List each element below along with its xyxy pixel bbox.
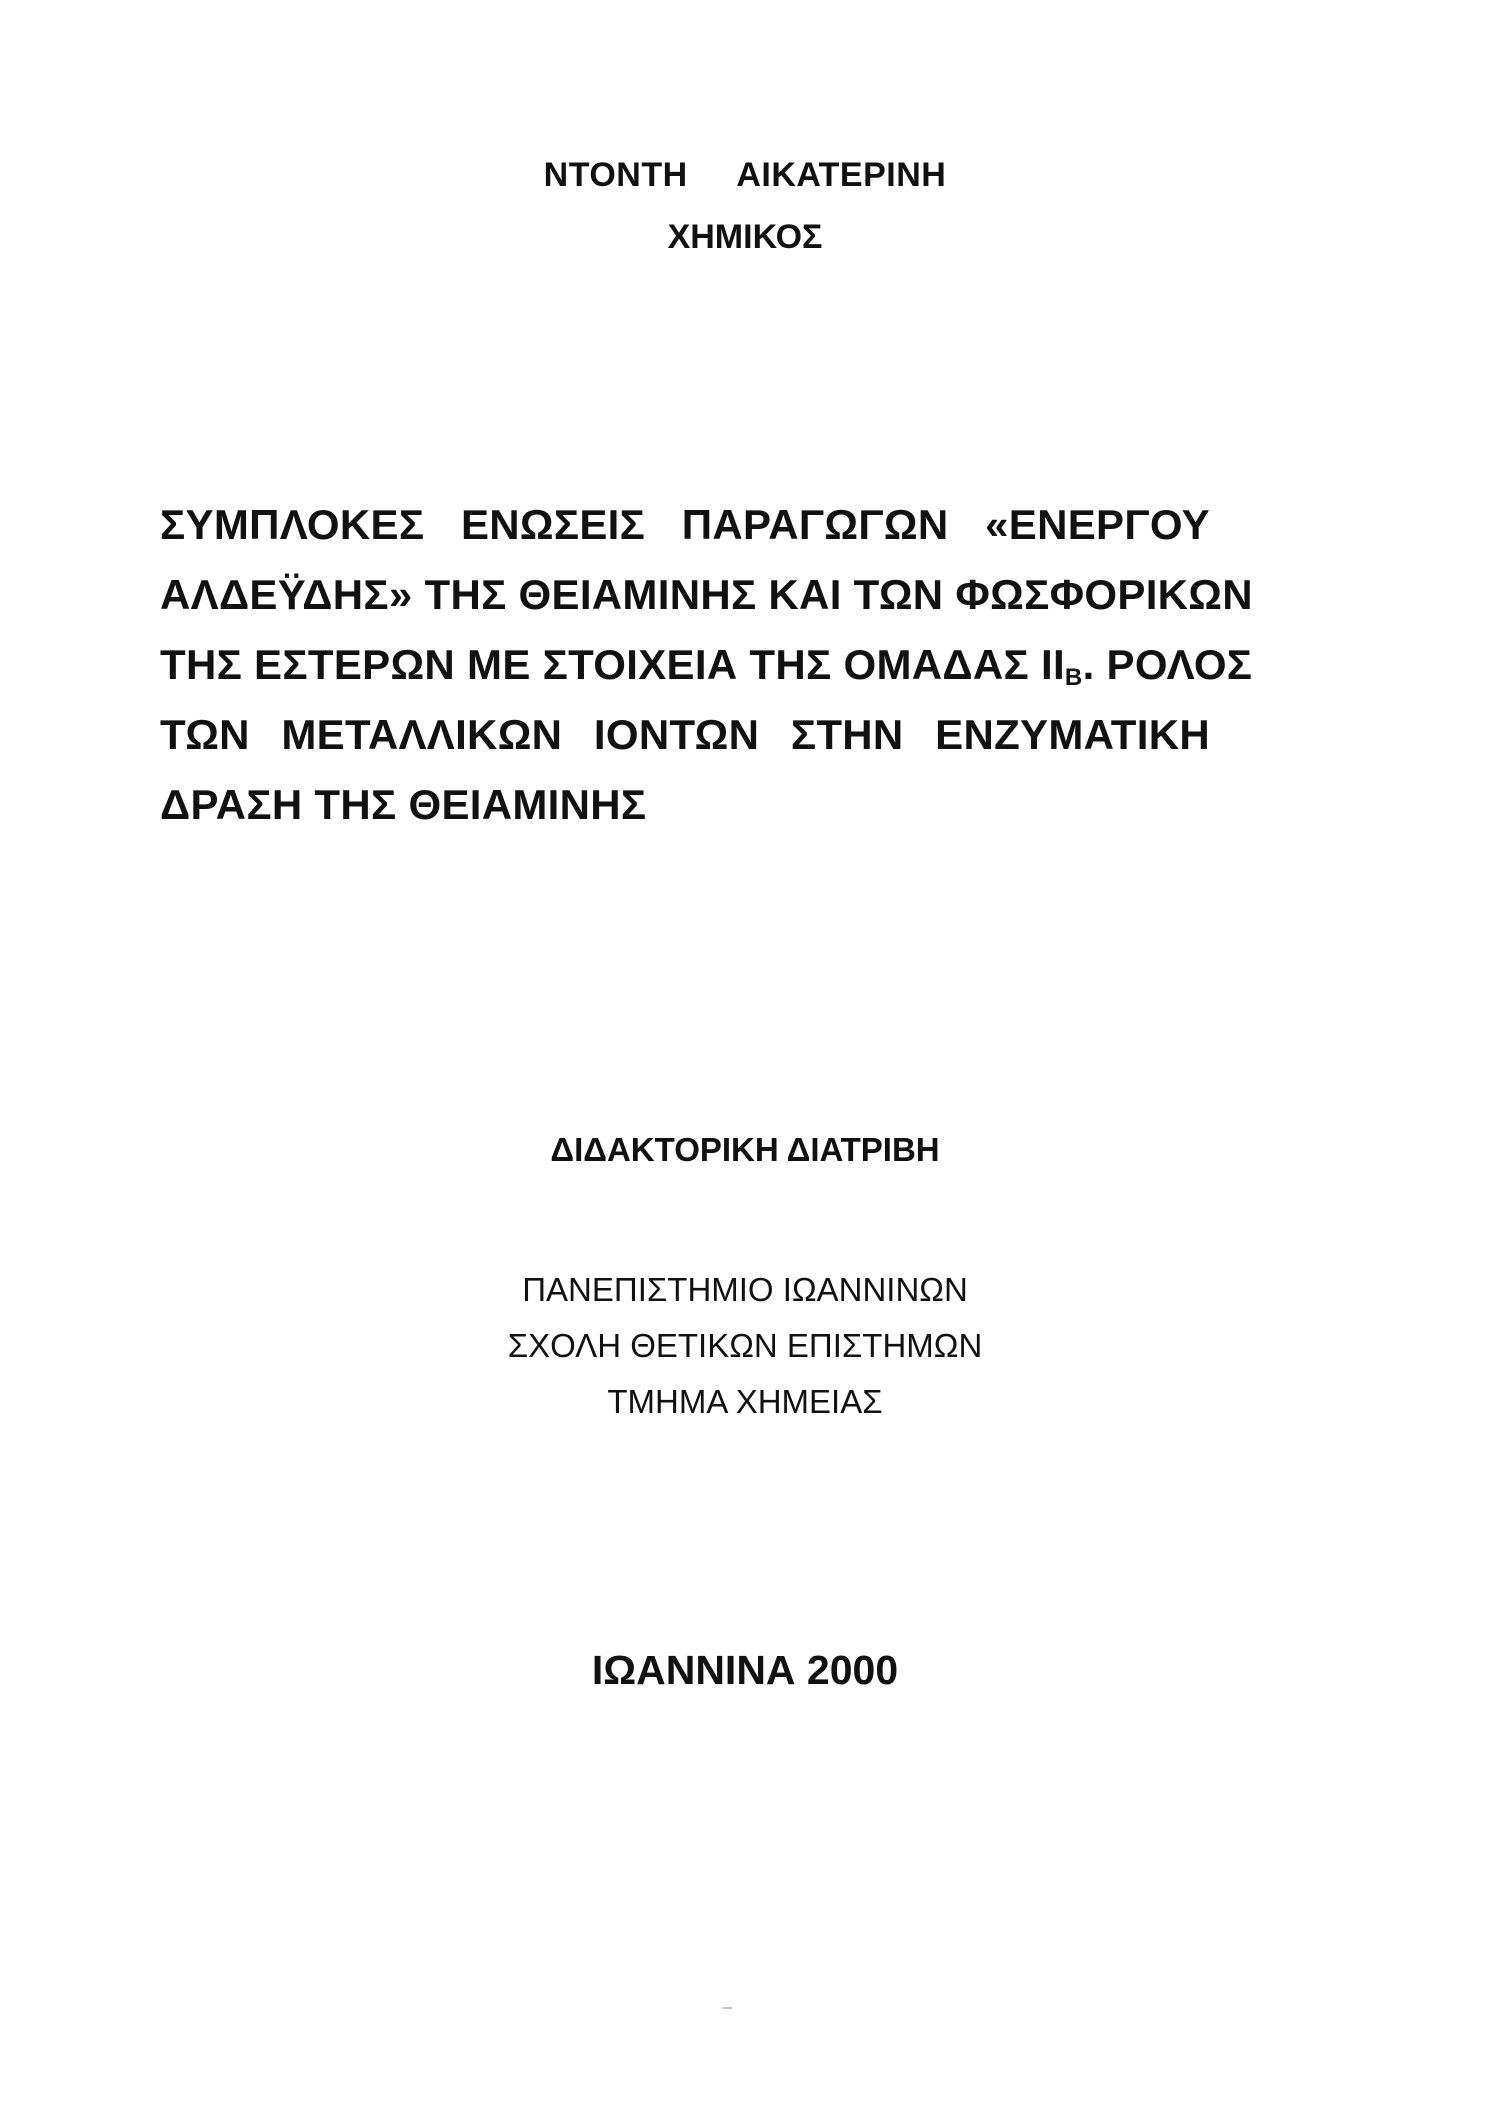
title-line-4: ΤΩΝ ΜΕΤΑΛΛΙΚΩΝ ΙΟΝΤΩΝ ΣΤΗΝ ΕΝΖΥΜΑΤΙΚΗ	[160, 711, 1210, 758]
title-line-3-end: . ΡΟΛΟΣ	[1082, 641, 1253, 688]
department-name: ΤΜΗΜΑ ΧΗΜΕΙΑΣ	[607, 1383, 883, 1420]
title-line-3	[160, 630, 1253, 700]
institution-block	[0, 1262, 1490, 1430]
author-block	[0, 152, 1490, 260]
title-line-2: ΑΛΔΕΫΔΗΣ» ΤΗΣ ΘΕΙΑΜΙΝΗΣ ΚΑΙ ΤΩΝ ΦΩΣΦΟΡΙΚΩΝ	[160, 571, 1253, 618]
title-line-1: ΣΥΜΠΛΟΚΕΣ ΕΝΩΣΕΙΣ ΠΑΡΑΓΩΓΩΝ «ΕΝΕΡΓΟΥ	[160, 501, 1210, 548]
author-name: ΝΤΟΝΤΗ ΑΙΚΑΤΕΡΙΝΗ	[543, 156, 947, 194]
school-name: ΣΧΟΛΗ ΘΕΤΙΚΩΝ ΕΠΙΣΤΗΜΩΝ	[507, 1327, 983, 1364]
title-subscript: B	[1064, 664, 1083, 691]
author-profession: ΧΗΜΙΚΟΣ	[667, 218, 823, 256]
thesis-title	[160, 490, 1253, 840]
place-year: ΙΩΑΝΝΙΝΑ 2000	[591, 1647, 899, 1693]
university-name: ΠΑΝΕΠΙΣΤΗΜΙΟ ΙΩΑΝΝΙΝΩΝ	[522, 1271, 968, 1308]
title-line-3-main: ΤΗΣ ΕΣΤΕΡΩΝ ΜΕ ΣΤΟΙΧΕΙΑ ΤΗΣ ΟΜΑΔΑΣ II	[160, 641, 1065, 688]
thesis-type: ΔΙΔΑΚΤΟΡΙΚΗ ΔΙΑΤΡΙΒΗ	[550, 1131, 940, 1168]
title-line-5: ΔΡΑΣΗ ΤΗΣ ΘΕΙΑΜΙΝΗΣ	[160, 781, 647, 828]
scan-speck	[722, 2007, 732, 2009]
